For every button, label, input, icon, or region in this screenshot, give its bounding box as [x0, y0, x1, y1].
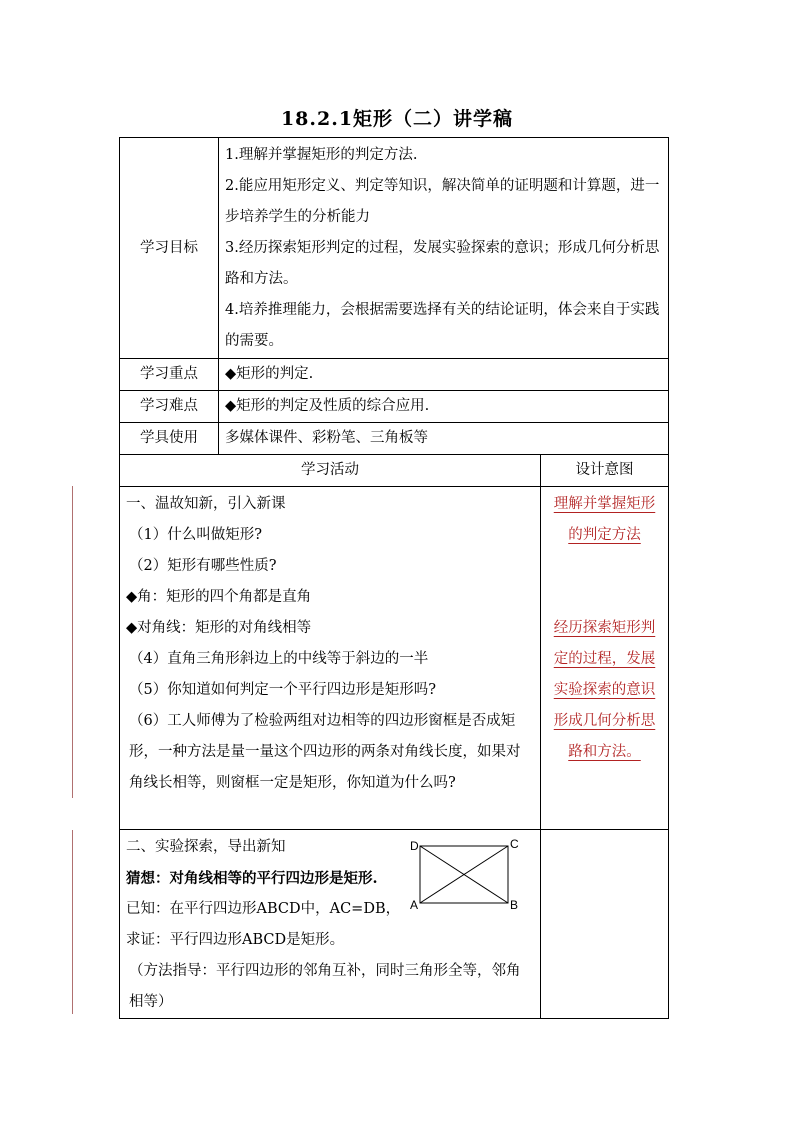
objectives-label: 学习目标: [120, 138, 219, 359]
vertex-label-c: C: [510, 837, 519, 851]
section-1-line: ◆角：矩形的四个角都是直角: [126, 589, 312, 605]
section-1-row: [120, 487, 669, 830]
section-1-line: （1）什么叫做矩形?: [129, 527, 262, 543]
conjecture-label: 猜想：: [126, 870, 170, 887]
section-1-heading: 一、温故知新，引入新课: [126, 496, 286, 512]
design-note: 理解并掌握矩形的判定方法: [553, 496, 656, 543]
objective-item: 4.培养推理能力，会根据需要选择有关的结论证明，体会来自于实践的需要。: [225, 302, 660, 349]
section-2-row: [120, 830, 669, 1019]
objective-item: 2.能应用矩形定义、判定等知识，解决简单的证明题和计算题，进一步培养学生的分析能力: [225, 178, 660, 225]
design-column-header: 设计意图: [541, 455, 669, 487]
section-1-line: （4）直角三角形斜边上的中线等于斜边的一半: [129, 651, 429, 667]
design-note: 经历探索矩形判定的过程，发展实验探索的意识形成几何分析思路和方法。: [553, 620, 656, 760]
key-points-row: [120, 359, 669, 391]
objective-item: 3.经历探索矩形判定的过程，发展实验探索的意识；形成几何分析思路和方法。: [225, 240, 660, 287]
key-points-value: ◆矩形的判定.: [219, 359, 669, 391]
section-2-heading: 二、实验探索，导出新知: [126, 839, 286, 855]
vertex-label-d: D: [410, 839, 419, 853]
tools-label: 学具使用: [120, 423, 219, 455]
given-statement: 已知：在平行四边形ABCD中，AC=DB，: [126, 901, 401, 917]
conjecture-text: 对角线相等的平行四边形是矩形.: [169, 870, 378, 887]
difficulties-row: [120, 391, 669, 423]
objectives-row: [120, 138, 669, 359]
tools-row: [120, 423, 669, 455]
section-1-line: （6）工人师傅为了检验两组对边相等的四边形窗框是否成矩形，一种方法是量一量这个四边形的两条对角线长度，如果对角线长相等，则窗框一定是矩形，你知道为什么吗?: [129, 713, 521, 791]
key-points-label: 学习重点: [120, 359, 219, 391]
lesson-plan-table: [119, 137, 668, 1019]
margin-mark: [72, 486, 73, 798]
section-2-design-cell: [541, 830, 669, 1019]
difficulties-value: ◆矩形的判定及性质的综合应用.: [219, 391, 669, 423]
tools-value: 多媒体课件、彩粉笔、三角板等: [219, 423, 669, 455]
difficulties-label: 学习难点: [120, 391, 219, 423]
section-1-line: （2）矩形有哪些性质?: [129, 558, 277, 574]
margin-mark: [72, 830, 73, 1014]
page-title: 18.2.1矩形（二）讲学稿: [280, 108, 514, 130]
prove-statement: 求证：平行四边形ABCD是矩形。: [126, 932, 345, 948]
activity-column-header: 学习活动: [120, 455, 541, 487]
method-hint: （方法指导：平行四边形的邻角互补，同时三角形全等，邻角相等）: [129, 963, 521, 1010]
section-1-line: ◆对角线：矩形的对角线相等: [126, 620, 312, 636]
objective-item: 1.理解并掌握矩形的判定方法.: [225, 147, 418, 163]
section-1-line: （5）你知道如何判定一个平行四边形是矩形吗?: [129, 682, 436, 698]
column-header-row: [120, 455, 669, 487]
vertex-label-b: B: [510, 898, 519, 912]
vertex-label-a: A: [410, 898, 419, 912]
rectangle-figure: [410, 836, 522, 912]
